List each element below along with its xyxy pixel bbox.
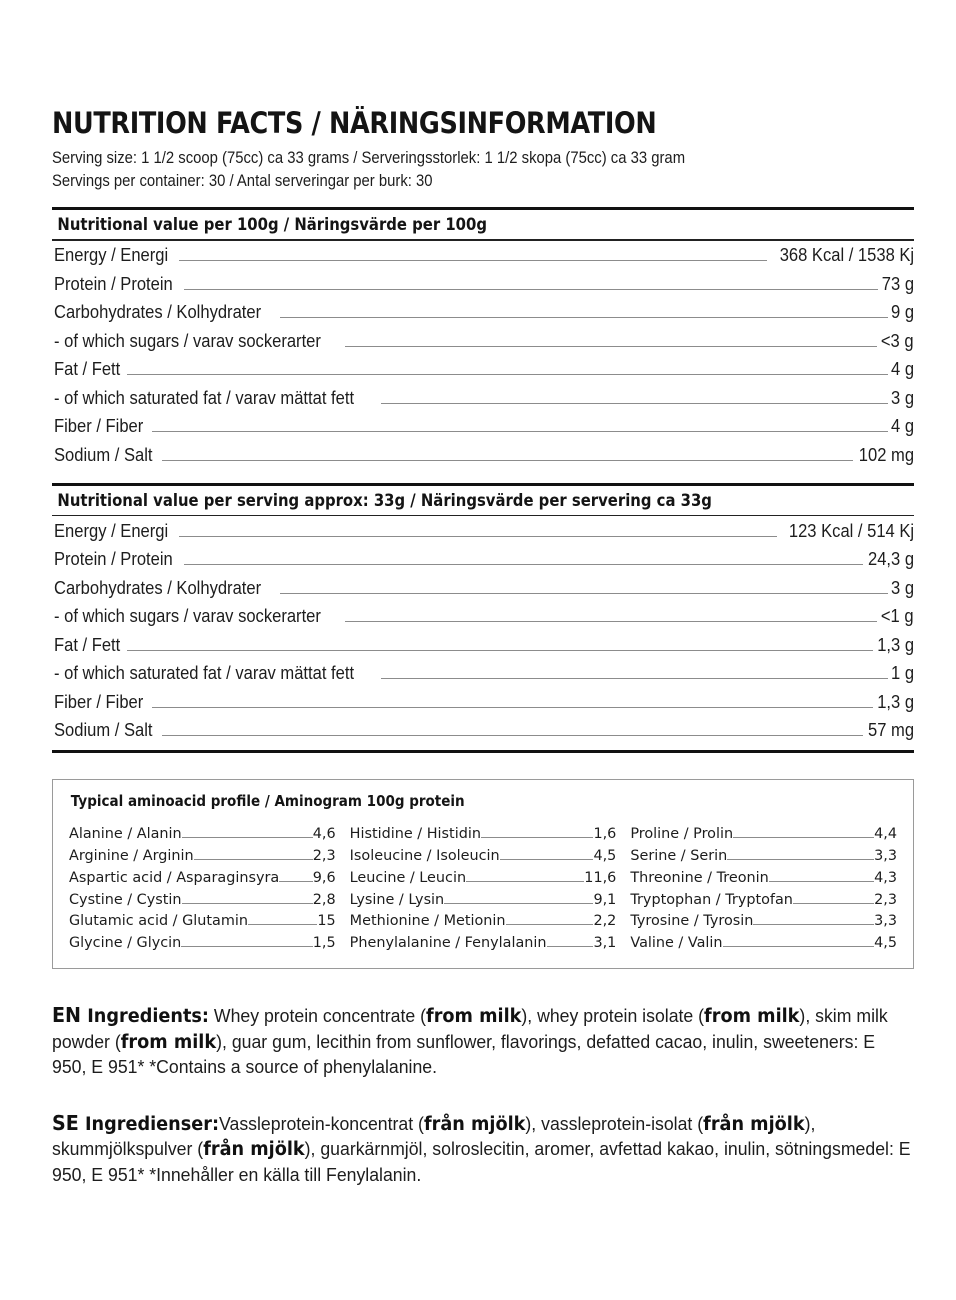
nutrient-value: 123 Kcal / 514 Kj <box>788 520 914 541</box>
table-row <box>52 440 914 469</box>
nutrient-value: 9 g <box>890 302 914 323</box>
leader-line <box>182 837 313 838</box>
aminoacid-value: 2,3 <box>874 891 898 908</box>
ingredients-text-se-4: ), guarkärnmjöl, solroslecitin, aromer, avfettad kakao, inulin, sötningsmedel: E 950, E 951* *Innehåller en källa till Fenylalanin. <box>52 1138 911 1186</box>
aminoacid-value: 4,5 <box>874 935 898 952</box>
allergen-from-milk-2: from milk <box>704 1006 800 1028</box>
leader-line <box>793 903 874 904</box>
aminoacid-label: Isoleucine / Isoleucin <box>349 847 500 864</box>
table-row <box>52 516 914 545</box>
aminoacid-row <box>69 844 336 866</box>
servings-per-container-line: Servings per container: 30 / Antal serveringar per burk: 30 <box>52 172 433 191</box>
nutrient-label: Energy / Energi <box>54 245 169 266</box>
leader-line <box>162 460 853 461</box>
nutrient-value: 3 g <box>890 577 914 598</box>
table-row <box>52 659 914 688</box>
nutrient-value: 1,3 g <box>877 634 914 655</box>
ingredients-paragraph-en <box>52 1002 914 1080</box>
aminoacid-row <box>630 910 897 932</box>
leader-line <box>280 593 888 594</box>
aminoacid-value: 9,1 <box>593 891 617 908</box>
nutrient-value: 73 g <box>881 273 914 294</box>
nutrient-label: Protein / Protein <box>54 273 173 294</box>
table-heading-per-100g: Nutritional value per 100g / Näringsvärde per 100g <box>57 214 487 234</box>
table-row <box>52 545 914 574</box>
aminoacid-value: 2,3 <box>312 847 336 864</box>
nutrient-value: <3 g <box>881 330 914 351</box>
nutrition-table-per-serving <box>52 483 914 754</box>
aminoacid-row <box>350 866 617 888</box>
leader-line <box>727 859 874 860</box>
leader-line <box>181 946 313 947</box>
leader-line <box>152 707 873 708</box>
table-row <box>52 269 914 298</box>
nutrient-label: Carbohydrates / Kolhydrater <box>54 302 262 323</box>
allergen-fran-mjolk-1: från mjölk <box>423 1113 526 1135</box>
aminoacid-label: Cystine / Cystin <box>69 891 182 908</box>
table-bottom-rule <box>52 750 914 753</box>
ingredients-text-se-2: ), vassleprotein-isolat ( <box>525 1112 704 1134</box>
aminoacid-label: Proline / Prolin <box>630 825 734 842</box>
nutrient-label: Fat / Fett <box>54 634 121 655</box>
aminoacid-label: Tryptophan / Tryptofan <box>630 891 793 908</box>
aminoacid-value: 4,5 <box>593 847 617 864</box>
nutrient-value: 1,3 g <box>877 691 914 712</box>
leader-line <box>127 650 873 651</box>
aminoacid-column-2 <box>350 822 631 954</box>
aminoacid-label: Phenylalanine / Fenylalanin <box>349 935 547 952</box>
aminoacid-value: 2,2 <box>593 913 617 930</box>
lang-code-en: EN <box>52 1003 82 1028</box>
aminoacid-row <box>630 844 897 866</box>
aminoacid-label: Lysine / Lysin <box>349 891 445 908</box>
aminoacid-label: Serine / Serin <box>630 847 728 864</box>
aminoacid-columns <box>69 822 897 954</box>
leader-line <box>184 564 863 565</box>
leader-line <box>179 536 777 537</box>
aminoacid-row <box>630 822 897 844</box>
aminoacid-row <box>630 866 897 888</box>
aminoacid-label: Arginine / Arginin <box>69 847 194 864</box>
aminoacid-value: 9,6 <box>312 869 336 886</box>
aminoacid-value: 1,6 <box>593 825 617 842</box>
leader-line <box>248 924 317 925</box>
nutrient-value: 4 g <box>890 359 914 380</box>
ingredients-text-se-3: ), skummjölkspulver ( <box>52 1112 816 1160</box>
leader-line <box>466 881 584 882</box>
table-row <box>52 716 914 745</box>
nutrient-value: 4 g <box>890 416 914 437</box>
leader-line <box>194 859 313 860</box>
ingredients-text-se-1: Vassleprotein-koncentrat ( <box>219 1112 424 1134</box>
aminoacid-value: 1,5 <box>312 935 336 952</box>
aminoacid-row <box>69 888 336 910</box>
page-title: NUTRITION FACTS / NÄRINGSINFORMATION <box>52 106 657 140</box>
allergen-from-milk-3: from milk <box>120 1031 217 1053</box>
aminoacid-label: Tyrosine / Tyrosin <box>630 913 754 930</box>
ingredients-word-en: Ingredients: <box>87 1006 209 1028</box>
aminoacid-profile-heading: Typical aminoacid profile / Aminogram 100g protein <box>70 792 465 811</box>
nutrient-value: 24,3 g <box>867 549 914 570</box>
nutrient-value: 57 mg <box>867 720 914 741</box>
leader-line <box>723 946 875 947</box>
nutrient-label: Fat / Fett <box>54 359 121 380</box>
leader-line <box>279 881 313 882</box>
serving-size-line: Serving size: 1 1/2 scoop (75cc) ca 33 grams / Serveringsstorlek: 1 1/2 skopa (75cc) ca 33 gram <box>52 149 686 168</box>
nutrient-label: Sodium / Salt <box>54 444 153 465</box>
ingredients-lead-se <box>52 1110 220 1135</box>
allergen-fran-mjolk-3: från mjölk <box>203 1139 305 1161</box>
nutrient-label: Protein / Protein <box>54 549 173 570</box>
nutrient-label: - of which sugars / varav sockerarter <box>54 330 321 351</box>
aminoacid-row <box>69 932 336 954</box>
leader-line <box>179 260 767 261</box>
leader-line <box>769 881 874 882</box>
leader-line <box>481 837 594 838</box>
lang-code-se: SE <box>52 1110 79 1135</box>
ingredients-word-se: Ingredienser: <box>84 1113 220 1135</box>
aminoacid-label: Aspartic acid / Asparaginsyra <box>69 869 280 886</box>
aminoacid-row <box>69 910 336 932</box>
leader-line <box>345 621 877 622</box>
table-row <box>52 602 914 631</box>
nutrient-value: 3 g <box>890 387 914 408</box>
aminoacid-label: Threonine / Treonin <box>630 869 769 886</box>
nutrient-label: - of which saturated fat / varav mättat fett <box>54 663 355 684</box>
allergen-from-milk-1: from milk <box>426 1006 522 1028</box>
aminoacid-value: 2,8 <box>312 891 336 908</box>
nutrient-label: - of which sugars / varav sockerarter <box>54 606 321 627</box>
aminoacid-value: 11,6 <box>584 869 617 886</box>
aminoacid-label: Alanine / Alanin <box>69 825 182 842</box>
leader-line <box>444 903 593 904</box>
aminoacid-row <box>69 866 336 888</box>
aminoacid-label: Leucine / Leucin <box>349 869 467 886</box>
leader-line <box>753 924 874 925</box>
aminoacid-label: Valine / Valin <box>630 935 723 952</box>
leader-line <box>500 859 594 860</box>
table-row <box>52 326 914 355</box>
table-row <box>52 412 914 441</box>
table-heading-per-serving: Nutritional value per serving approx: 33g / Näringsvärde per servering ca 33g <box>57 490 712 510</box>
table-row <box>52 383 914 412</box>
nutrient-label: - of which saturated fat / varav mättat fett <box>54 387 355 408</box>
aminoacid-value: 15 <box>317 913 336 930</box>
nutrient-value: 368 Kcal / 1538 Kj <box>779 245 914 266</box>
allergen-fran-mjolk-2: från mjölk <box>703 1113 805 1135</box>
aminoacid-row <box>350 910 617 932</box>
ingredients-text-en-3: ), skim milk powder ( <box>52 1005 888 1052</box>
aminoacid-label: Glycine / Glycin <box>69 935 182 952</box>
leader-line <box>152 431 888 432</box>
table-row <box>52 630 914 659</box>
aminoacid-column-1 <box>69 822 350 954</box>
leader-line <box>182 903 313 904</box>
nutrient-label: Carbohydrates / Kolhydrater <box>54 577 262 598</box>
leader-line <box>381 403 888 404</box>
leader-line <box>345 346 877 347</box>
leader-line <box>733 837 874 838</box>
aminoacid-value: 4,4 <box>874 825 898 842</box>
table-row <box>52 573 914 602</box>
ingredients-paragraph-se <box>52 1110 914 1188</box>
nutrient-label: Fiber / Fiber <box>54 416 144 437</box>
aminoacid-value: 3,3 <box>874 913 898 930</box>
aminoacid-label: Methionine / Metionin <box>349 913 506 930</box>
leader-line <box>280 317 888 318</box>
aminoacid-row <box>350 932 617 954</box>
aminoacid-row <box>350 844 617 866</box>
table-row <box>52 298 914 327</box>
aminoacid-value: 3,1 <box>593 935 617 952</box>
aminoacid-value: 3,3 <box>874 847 898 864</box>
nutrient-value: 102 mg <box>858 444 914 465</box>
nutrient-value: <1 g <box>881 606 914 627</box>
aminoacid-row <box>630 932 897 954</box>
aminoacid-label: Histidine / Histidin <box>349 825 481 842</box>
aminoacid-row <box>350 888 617 910</box>
aminoacid-row <box>69 822 336 844</box>
aminoacid-row <box>630 888 897 910</box>
nutrition-table-per-100g <box>52 207 914 469</box>
leader-line <box>506 924 594 925</box>
leader-line <box>184 289 878 290</box>
aminoacid-label: Glutamic acid / Glutamin <box>69 913 248 930</box>
leader-line <box>162 735 863 736</box>
aminoacid-column-3 <box>630 822 897 954</box>
aminoacid-profile-box <box>52 779 914 969</box>
table-row <box>52 687 914 716</box>
aminoacid-value: 4,3 <box>874 869 898 886</box>
leader-line <box>381 678 888 679</box>
nutrient-label: Energy / Energi <box>54 520 169 541</box>
table-row <box>52 355 914 384</box>
ingredients-text-en-2: ), whey protein isolate ( <box>521 1005 705 1027</box>
nutrient-value: 1 g <box>890 663 914 684</box>
table-row <box>52 241 914 270</box>
leader-line <box>127 374 888 375</box>
ingredients-text-en-1: Whey protein concentrate ( <box>208 1005 427 1027</box>
aminoacid-row <box>350 822 617 844</box>
nutrient-label: Fiber / Fiber <box>54 691 144 712</box>
ingredients-text-en-4: ), guar gum, lecithin from sunflower, flavorings, defatted cacao, inulin, sweeteners: E 950, E 951* *Contains a source of phenylalanine. <box>52 1030 876 1078</box>
leader-line <box>547 946 594 947</box>
nutrient-label: Sodium / Salt <box>54 720 153 741</box>
aminoacid-value: 4,6 <box>312 825 336 842</box>
ingredients-lead-en <box>52 1003 209 1028</box>
